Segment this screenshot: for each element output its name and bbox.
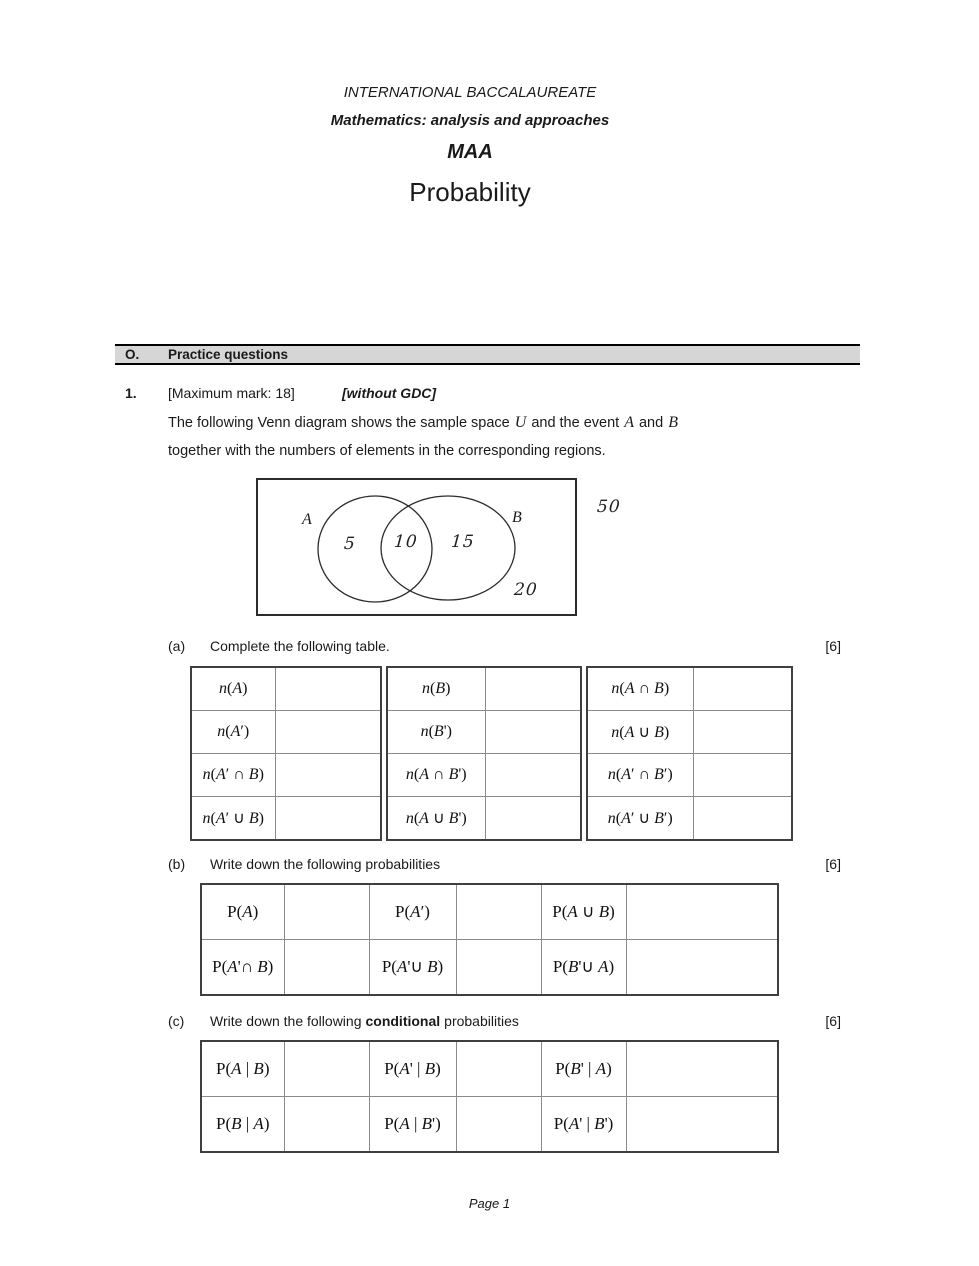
org-title: INTERNATIONAL BACCALAUREATE <box>343 84 597 101</box>
expression-label: P(A ∪ B) <box>541 884 626 940</box>
answer-cell <box>693 667 792 711</box>
answer-cell <box>693 797 792 841</box>
expression-label: n(A′ ∪ B) <box>191 797 275 841</box>
venn-count-outside-circles: 20 <box>513 580 539 600</box>
venn-count-outside-rectangle: 50 <box>596 497 622 517</box>
question-number: 1. <box>125 385 137 401</box>
part-a-marks: [6] <box>825 638 841 654</box>
expression-label: P(A'∪ B) <box>369 940 456 996</box>
intro-text-3: and <box>638 415 664 431</box>
table-a-group-1 <box>190 666 382 841</box>
table-a-group-2 <box>386 666 582 841</box>
expression-label: n(A′) <box>191 711 275 754</box>
table-a-group-3 <box>586 666 793 841</box>
table-c <box>200 1040 779 1153</box>
document-title: Probability <box>409 177 531 207</box>
course-code: MAA <box>447 141 493 163</box>
expression-label: n(A′ ∩ B) <box>191 754 275 797</box>
venn-count-intersection: 10 <box>393 532 419 552</box>
answer-cell <box>626 1097 778 1153</box>
answer-cell <box>456 884 541 940</box>
answer-cell <box>456 940 541 996</box>
expression-label: P(B | A) <box>201 1097 284 1153</box>
expression-label: n(B') <box>387 711 485 754</box>
expression-label: n(A′ ∪ B′) <box>587 797 693 841</box>
question-max-mark: [Maximum mark: 18] <box>168 385 295 401</box>
expression-label: P(A′) <box>369 884 456 940</box>
question-intro-line2: together with the numbers of elements in the corresponding regions. <box>168 443 606 459</box>
answer-cell <box>456 1041 541 1097</box>
table-b <box>200 883 779 996</box>
math-var-B: B <box>668 414 678 431</box>
expression-label: n(A ∪ B) <box>587 711 693 754</box>
answer-cell <box>626 1041 778 1097</box>
answer-cell <box>693 711 792 754</box>
part-c-prompt-pre: Write down the following <box>210 1013 362 1029</box>
part-a-label: (a) <box>168 638 186 654</box>
expression-label: P(A' | B') <box>541 1097 626 1153</box>
part-b-label: (b) <box>168 856 186 872</box>
question-gdc-tag: [without GDC] <box>342 385 437 401</box>
expression-label: P(B' | A) <box>541 1041 626 1097</box>
expression-label: n(A ∪ B') <box>387 797 485 841</box>
expression-label: n(A) <box>191 667 275 711</box>
expression-label: P(A'∩ B) <box>201 940 284 996</box>
part-c-prompt-post: probabilities <box>444 1013 519 1029</box>
answer-cell <box>485 797 581 841</box>
part-c-prompt-bold: conditional <box>365 1013 441 1029</box>
math-var-U: U <box>514 414 527 431</box>
part-c-marks: [6] <box>825 1013 841 1029</box>
math-var-A: A <box>624 414 634 431</box>
answer-cell <box>275 797 381 841</box>
answer-cell <box>485 754 581 797</box>
section-letter: O. <box>125 347 140 362</box>
section-header-bar <box>115 344 860 365</box>
answer-cell <box>284 1041 369 1097</box>
expression-label: n(A ∩ B) <box>587 667 693 711</box>
expression-label: n(A ∩ B') <box>387 754 485 797</box>
venn-label-A: A <box>302 511 312 528</box>
section-title: Practice questions <box>168 347 289 362</box>
answer-cell <box>485 667 581 711</box>
part-c-label: (c) <box>168 1013 185 1029</box>
page-number: Page 1 <box>468 1196 511 1211</box>
part-b-marks: [6] <box>825 856 841 872</box>
answer-cell <box>284 884 369 940</box>
answer-cell <box>626 940 778 996</box>
part-b-prompt: Write down the following probabilities <box>210 856 441 872</box>
intro-text-1: The following Venn diagram shows the sample space <box>168 415 510 431</box>
answer-cell <box>626 884 778 940</box>
expression-label: P(A' | B) <box>369 1041 456 1097</box>
question-intro-line1 <box>168 414 683 432</box>
answer-cell <box>275 754 381 797</box>
expression-label: P(A) <box>201 884 284 940</box>
expression-label: P(B'∪ A) <box>541 940 626 996</box>
expression-label: P(A | B') <box>369 1097 456 1153</box>
expression-label: n(B) <box>387 667 485 711</box>
venn-count-b-only: 15 <box>450 532 476 552</box>
part-a-prompt: Complete the following table. <box>210 638 390 654</box>
table-a <box>190 666 793 841</box>
venn-diagram <box>256 478 686 623</box>
answer-cell <box>284 1097 369 1153</box>
venn-label-B: B <box>512 509 522 526</box>
part-c-prompt <box>210 1013 519 1029</box>
course-title: Mathematics: analysis and approaches <box>330 112 610 129</box>
answer-cell <box>456 1097 541 1153</box>
expression-label: P(A | B) <box>201 1041 284 1097</box>
intro-text-2: and the event <box>531 415 620 431</box>
answer-cell <box>284 940 369 996</box>
answer-cell <box>693 754 792 797</box>
answer-cell <box>275 667 381 711</box>
venn-count-a-only: 5 <box>343 534 357 554</box>
answer-cell <box>485 711 581 754</box>
answer-cell <box>275 711 381 754</box>
expression-label: n(A′ ∩ B′) <box>587 754 693 797</box>
